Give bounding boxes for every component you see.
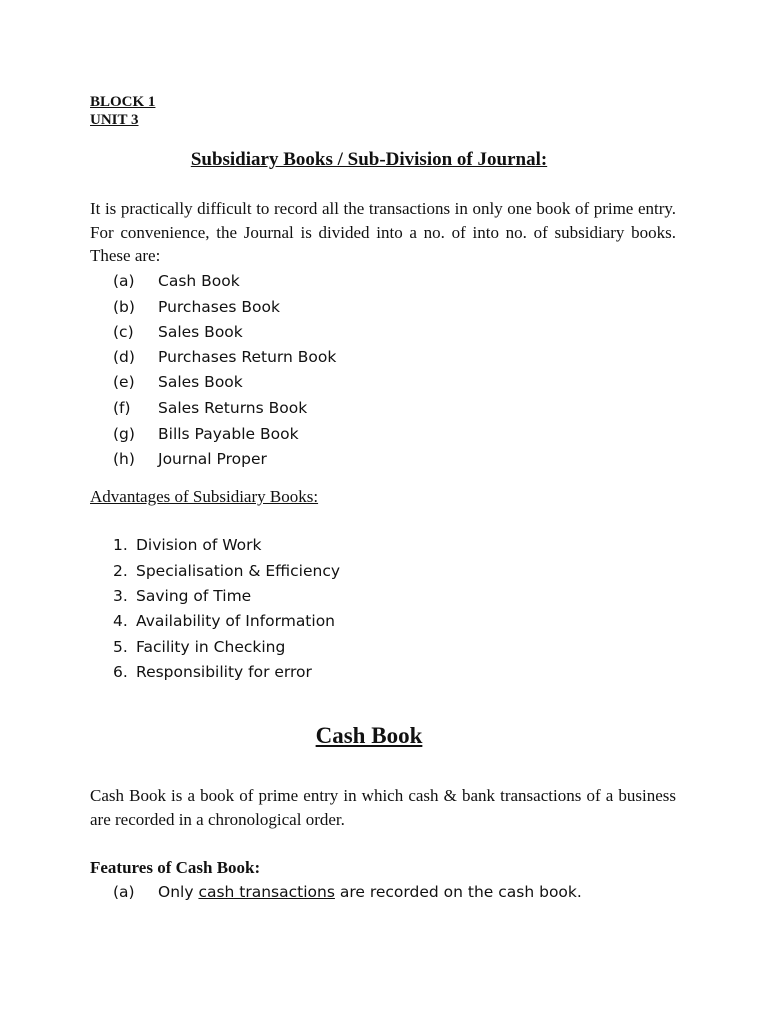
advantages-title: Advantages of Subsidiary Books:: [90, 487, 319, 506]
list-item-key: (a): [113, 272, 135, 290]
section-title: Subsidiary Books / Sub-Division of Journal:: [190, 149, 548, 170]
list-item: [113, 347, 336, 367]
list-item-label: Purchases Book: [158, 298, 280, 316]
intro-line: It is practically difficult to record all the transactions in only one book of prime: [90, 199, 634, 218]
list-item-key: (g): [113, 425, 135, 443]
list-item: [113, 372, 243, 392]
list-item-label: Sales Book: [158, 323, 243, 341]
list-item-label: Specialisation & Efficiency: [136, 562, 341, 580]
list-item: [113, 449, 267, 469]
intro-paragraph: [90, 197, 676, 268]
list-item-label: Division of Work: [136, 536, 262, 554]
feature-underlined-text: cash transactions: [198, 883, 335, 901]
list-item: [113, 322, 243, 342]
list-item-number: 1.: [113, 536, 128, 554]
list-item-label: Responsibility for error: [136, 663, 312, 681]
feature-prefix: Only: [158, 883, 199, 901]
list-item-label: Cash Book: [158, 272, 240, 290]
list-item-key: (f): [113, 399, 131, 417]
list-item-label: Facility in Checking: [136, 638, 286, 656]
list-item-number: 3.: [113, 587, 128, 605]
cash-book-definition: [90, 784, 676, 831]
block-label: BLOCK 1: [90, 94, 156, 110]
list-item: [113, 611, 335, 631]
list-item-key: (e): [113, 373, 135, 391]
list-item: [113, 535, 261, 555]
list-item-label: Saving of Time: [136, 587, 252, 605]
list-item: [113, 637, 285, 657]
list-item: [113, 561, 340, 581]
features-title: Features of Cash Book:: [90, 858, 261, 877]
list-item-label: Bills Payable Book: [158, 425, 299, 443]
list-item-label: Sales Book: [158, 373, 243, 391]
list-item: [113, 297, 280, 317]
list-item-key: (h): [113, 450, 135, 468]
definition-line: Cash Book is a book of prime entry in which cash & bank transactions of a: [90, 786, 614, 805]
list-item-number: 6.: [113, 663, 128, 681]
intro-line: books. These are:: [90, 222, 676, 265]
list-item-label: Purchases Return Book: [158, 348, 337, 366]
list-item: [113, 662, 312, 682]
list-item-label: Journal Proper: [158, 450, 267, 468]
intro-line: entry. For convenience, the Journal is divided into a no. of into no. of subsidiary: [90, 199, 677, 242]
list-item-key: (b): [113, 298, 135, 316]
cash-book-title: Cash Book: [315, 723, 423, 748]
list-item-key: (a): [113, 883, 135, 901]
list-item: [113, 882, 582, 902]
list-item-number: 2.: [113, 562, 128, 580]
list-item: [113, 271, 240, 291]
list-item-label: Availability of Information: [136, 612, 336, 630]
unit-label: UNIT 3: [90, 112, 139, 128]
list-item-label: Sales Returns Book: [158, 399, 308, 417]
list-item-key: (d): [113, 348, 135, 366]
definition-line: business are recorded in a chronological order.: [90, 786, 676, 829]
list-item: [113, 424, 299, 444]
list-item-number: 5.: [113, 638, 128, 656]
list-item-number: 4.: [113, 612, 128, 630]
list-item-key: (c): [113, 323, 134, 341]
list-item: [113, 398, 307, 418]
list-item: [113, 586, 251, 606]
feature-suffix: are recorded on the cash book.: [334, 883, 582, 901]
